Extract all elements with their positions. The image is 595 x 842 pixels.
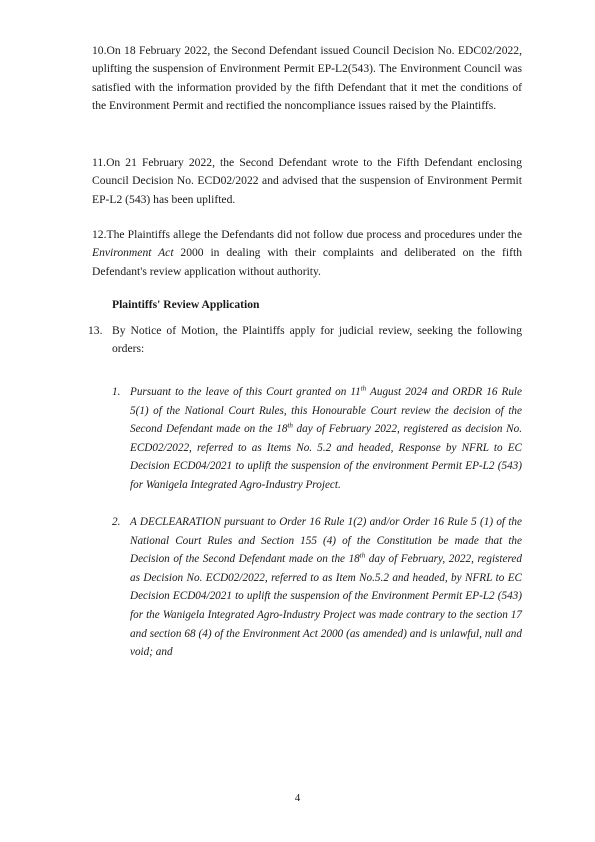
ordinal-suffix: th	[360, 384, 367, 393]
paragraph-text: 2000 in dealing with their complaints and deliberated on the fifth Defendant's review application without authority.	[92, 246, 522, 278]
paragraph-number: 10.	[92, 44, 107, 57]
act-title: Environment Act	[92, 246, 174, 260]
order-number: 1.	[112, 386, 121, 398]
paragraph-12	[92, 226, 522, 281]
order-number: 2.	[112, 516, 121, 528]
order-text: day of February 2022, registered as decision No. ECD02/2022, referred to as Items No. 5.2 and headed, Response by NFRL to EC Decision ECD04/2021 to uplift the suspension of the environment Permit EP-L2 (543) for Wanigela Integrated Agro-Industry Project.	[130, 423, 522, 491]
paragraph-number: 13.	[88, 324, 103, 337]
order-text: August 2024 and ORDR 16 Rule 5(1) of the National Court Rules, this Honourable Court review the decision of the Second Defendant made on the 18	[130, 386, 523, 436]
section-heading: Plaintiffs' Review Application	[112, 298, 260, 311]
ordinal-suffix: th	[287, 421, 293, 430]
paragraph-text: On 21 February 2022, the Second Defendant wrote to the Fifth Defendant enclosing Council Decision No. ECD02/2022 and advised that the suspension of Environment Permit EP-L2 (543) has been uplifted.	[92, 156, 522, 206]
paragraph-number: 11.	[92, 156, 107, 169]
order-2	[112, 513, 522, 662]
page-number: 4	[294, 792, 301, 804]
order-text: A DECLEARATION pursuant to Order 16 Rule 1(2) and/or Order 16 Rule 5 (1) of the National Court Rules and Section 155 (4) of the Constitution be made that the Decision of the Second Defendant made on the 18	[130, 516, 522, 566]
paragraph-10	[92, 42, 522, 116]
order-1	[112, 383, 523, 495]
paragraph-11	[92, 154, 522, 209]
paragraph-text: By Notice of Motion, the Plaintiffs apply for judicial review, seeking the following orders:	[112, 324, 522, 356]
order-text: day of February, 2022, registered as Decision No. ECD02/2022, referred to as Item No.5.2 and headed, by NFRL to EC Decision ECD04/2021 to uplift the suspension of the Environment Permit EP-L2 (543) for the Wanigela Integrated Agro-Industry Project was made contrary to the section 17 and section 68 (4) of the Environment Act 2000 (as amended) and is unlawful, null and void; and	[130, 553, 522, 659]
order-text: Pursuant to the leave of this Court granted on 11	[130, 386, 361, 398]
paragraph-13	[88, 322, 522, 359]
paragraph-number: 12.	[92, 228, 107, 241]
ordinal-suffix: th	[359, 551, 366, 560]
paragraph-text: On 18 February 2022, the Second Defendant issued Council Decision No. EDC02/2022, uplifting the suspension of Environment Permit EP-L2(543). The Environment Council was satisfied with the information provided by the fifth Defendant that it met the conditions of the Environment Permit and rectified the noncompliance issues raised by the Plaintiffs.	[92, 44, 522, 113]
paragraph-text: The Plaintiffs allege the Defendants did not follow due process and procedures under the	[106, 228, 522, 241]
